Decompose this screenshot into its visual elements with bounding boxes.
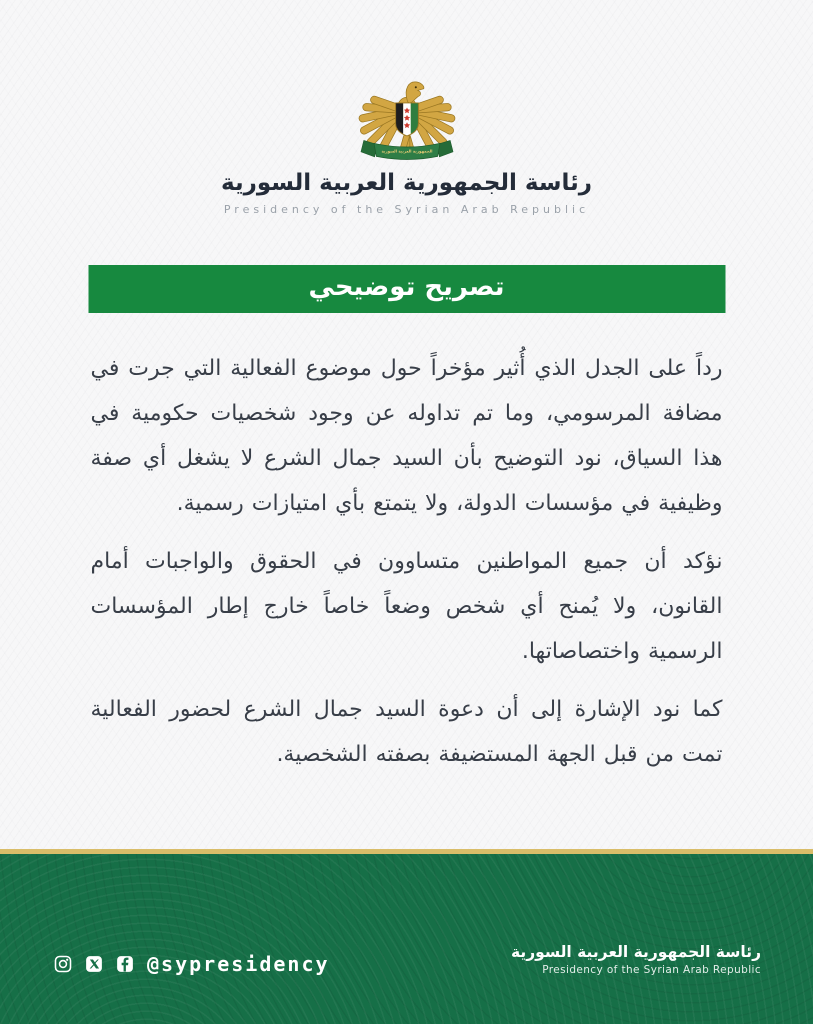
org-title-english: Presidency of the Syrian Arab Republic (223, 203, 590, 216)
social-handle: @sypresidency (147, 952, 330, 976)
org-title-arabic: رئاسة الجمهورية العربية السورية (221, 170, 592, 196)
facebook-icon (116, 955, 134, 973)
statement-body (91, 346, 723, 790)
footer (0, 849, 813, 1024)
footer-brand (511, 943, 761, 976)
footer-green-band (0, 854, 813, 1024)
emblem-ribbon-text: الجمهورية العربية السورية (380, 148, 433, 154)
social-row (54, 952, 332, 976)
statement-title: تصريح توضيحي (308, 272, 505, 302)
eagle-emblem-icon (349, 62, 465, 170)
statement-title-bar (88, 265, 725, 313)
statement-paragraph-3: كما نود الإشارة إلى أن دعوة السيد جمال الشرع لحضور الفعالية تمت من قبل الجهة المستضيفة بصفته الشخصية. (90, 697, 723, 767)
statement-paragraph-1: رداً على الجدل الذي أُثير مؤخراً حول موضوع الفعالية التي جرت في مضافة المرسومي، وما تم تداوله عن وجود شخصيات حكومية في هذا السياق، نود التوضيح بأن السيد جمال الشرع لا يشغل أي صفة وظيفية في مؤسسات الدولة، ولا يتمتع بأي امتيازات رسمية. (90, 356, 723, 516)
statement-paragraph-2: نؤكد أن جميع المواطنين متساوون في الحقوق والواجبات أمام القانون، ولا يُمنح أي شخص وضعاً خاصاً خارج إطار المؤسسات الرسمية واختصاصاتها. (90, 549, 723, 664)
footer-title-english: Presidency of the Syrian Arab Republic (542, 964, 761, 976)
instagram-icon (54, 955, 72, 973)
x-icon (85, 955, 103, 973)
footer-title-arabic: رئاسة الجمهورية العربية السورية (510, 943, 761, 961)
syrian-eagle-emblem (349, 62, 465, 170)
